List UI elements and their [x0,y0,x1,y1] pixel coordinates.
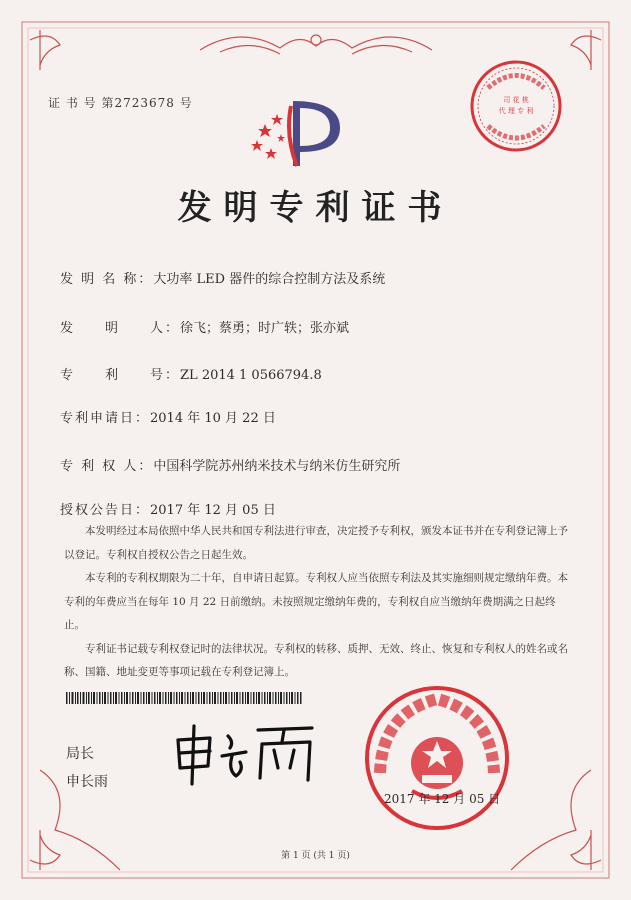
field-inventors [60,317,349,336]
certificate-number-label: 证 书 号 第 [48,96,115,110]
field-application-date [60,407,276,426]
svg-text:司 花 桃: 司 花 桃 [503,96,529,104]
field-value: 2017 年 12 月 05 日 [150,503,276,518]
field-patentee [60,455,400,474]
seal-date: 2017 年 12 月 05 日 [384,792,501,806]
body-paragraph: 本发明经过本局依照中华人民共和国专利法进行审查，决定授予专利权，颁发本证书并在专利登记簿上予以登记。专利权自授权公告之日起生效。 [64,525,568,561]
page-footer: 第 1 页 (共 1 页) [281,851,350,861]
body-paragraph: 本专利的专利权期限为二十年，自申请日起算。专利权人应当依照专利法及其实施细则规定缴纳年费。本专利的年费应当在每年 10 月 22 日前缴纳。未按照规定缴纳年费的，专利权自应当缴纳年费期满之日起终止。 [64,572,568,631]
body-paragraph: 专利证书记载专利权登记时的法律状况。专利权的转移、质押、无效、终止、恢复和专利权人的姓名或名称、国籍、地址变更等事项记载在专利登记簿上。 [64,642,568,678]
director-title: 局长 [66,746,94,762]
field-grant-date [60,499,276,518]
agency-seal-stamp [468,58,564,154]
field-label: 授权公告日： [60,503,151,518]
field-label: 专 利 号： [60,368,181,383]
director-block [66,740,108,796]
field-invention-name [60,268,385,287]
certificate-number-value: 2723678 [114,96,175,110]
field-value: 中国科学院苏州纳米技术与纳米仿生研究所 [153,459,401,474]
svg-text:代 理 专 利: 代 理 专 利 [498,107,534,115]
director-signature [170,718,320,788]
field-patent-number [60,364,322,383]
national-ip-seal-stamp [362,683,512,833]
field-label: 专 利 权 人： [60,459,154,474]
director-name: 申长雨 [66,774,108,790]
field-label: 发 明 名 称： [60,272,154,287]
field-label: 专利申请日： [60,411,151,426]
field-value: 徐飞；蔡勇；时广轶；张亦斌 [180,321,350,336]
field-value: ZL 2014 1 0566794.8 [180,368,322,383]
certificate-number [48,94,193,111]
field-value: 大功率 LED 器件的综合控制方法及系统 [153,272,386,287]
certificate-body [64,520,574,685]
cnipa-logo-icon [245,96,355,171]
document-title: 发明专利证书 [177,188,454,228]
certificate-number-suffix: 号 [174,96,193,110]
field-label: 发 明 人： [60,321,181,336]
barcode-icon [66,692,302,704]
field-value: 2014 年 10 月 22 日 [150,411,276,426]
